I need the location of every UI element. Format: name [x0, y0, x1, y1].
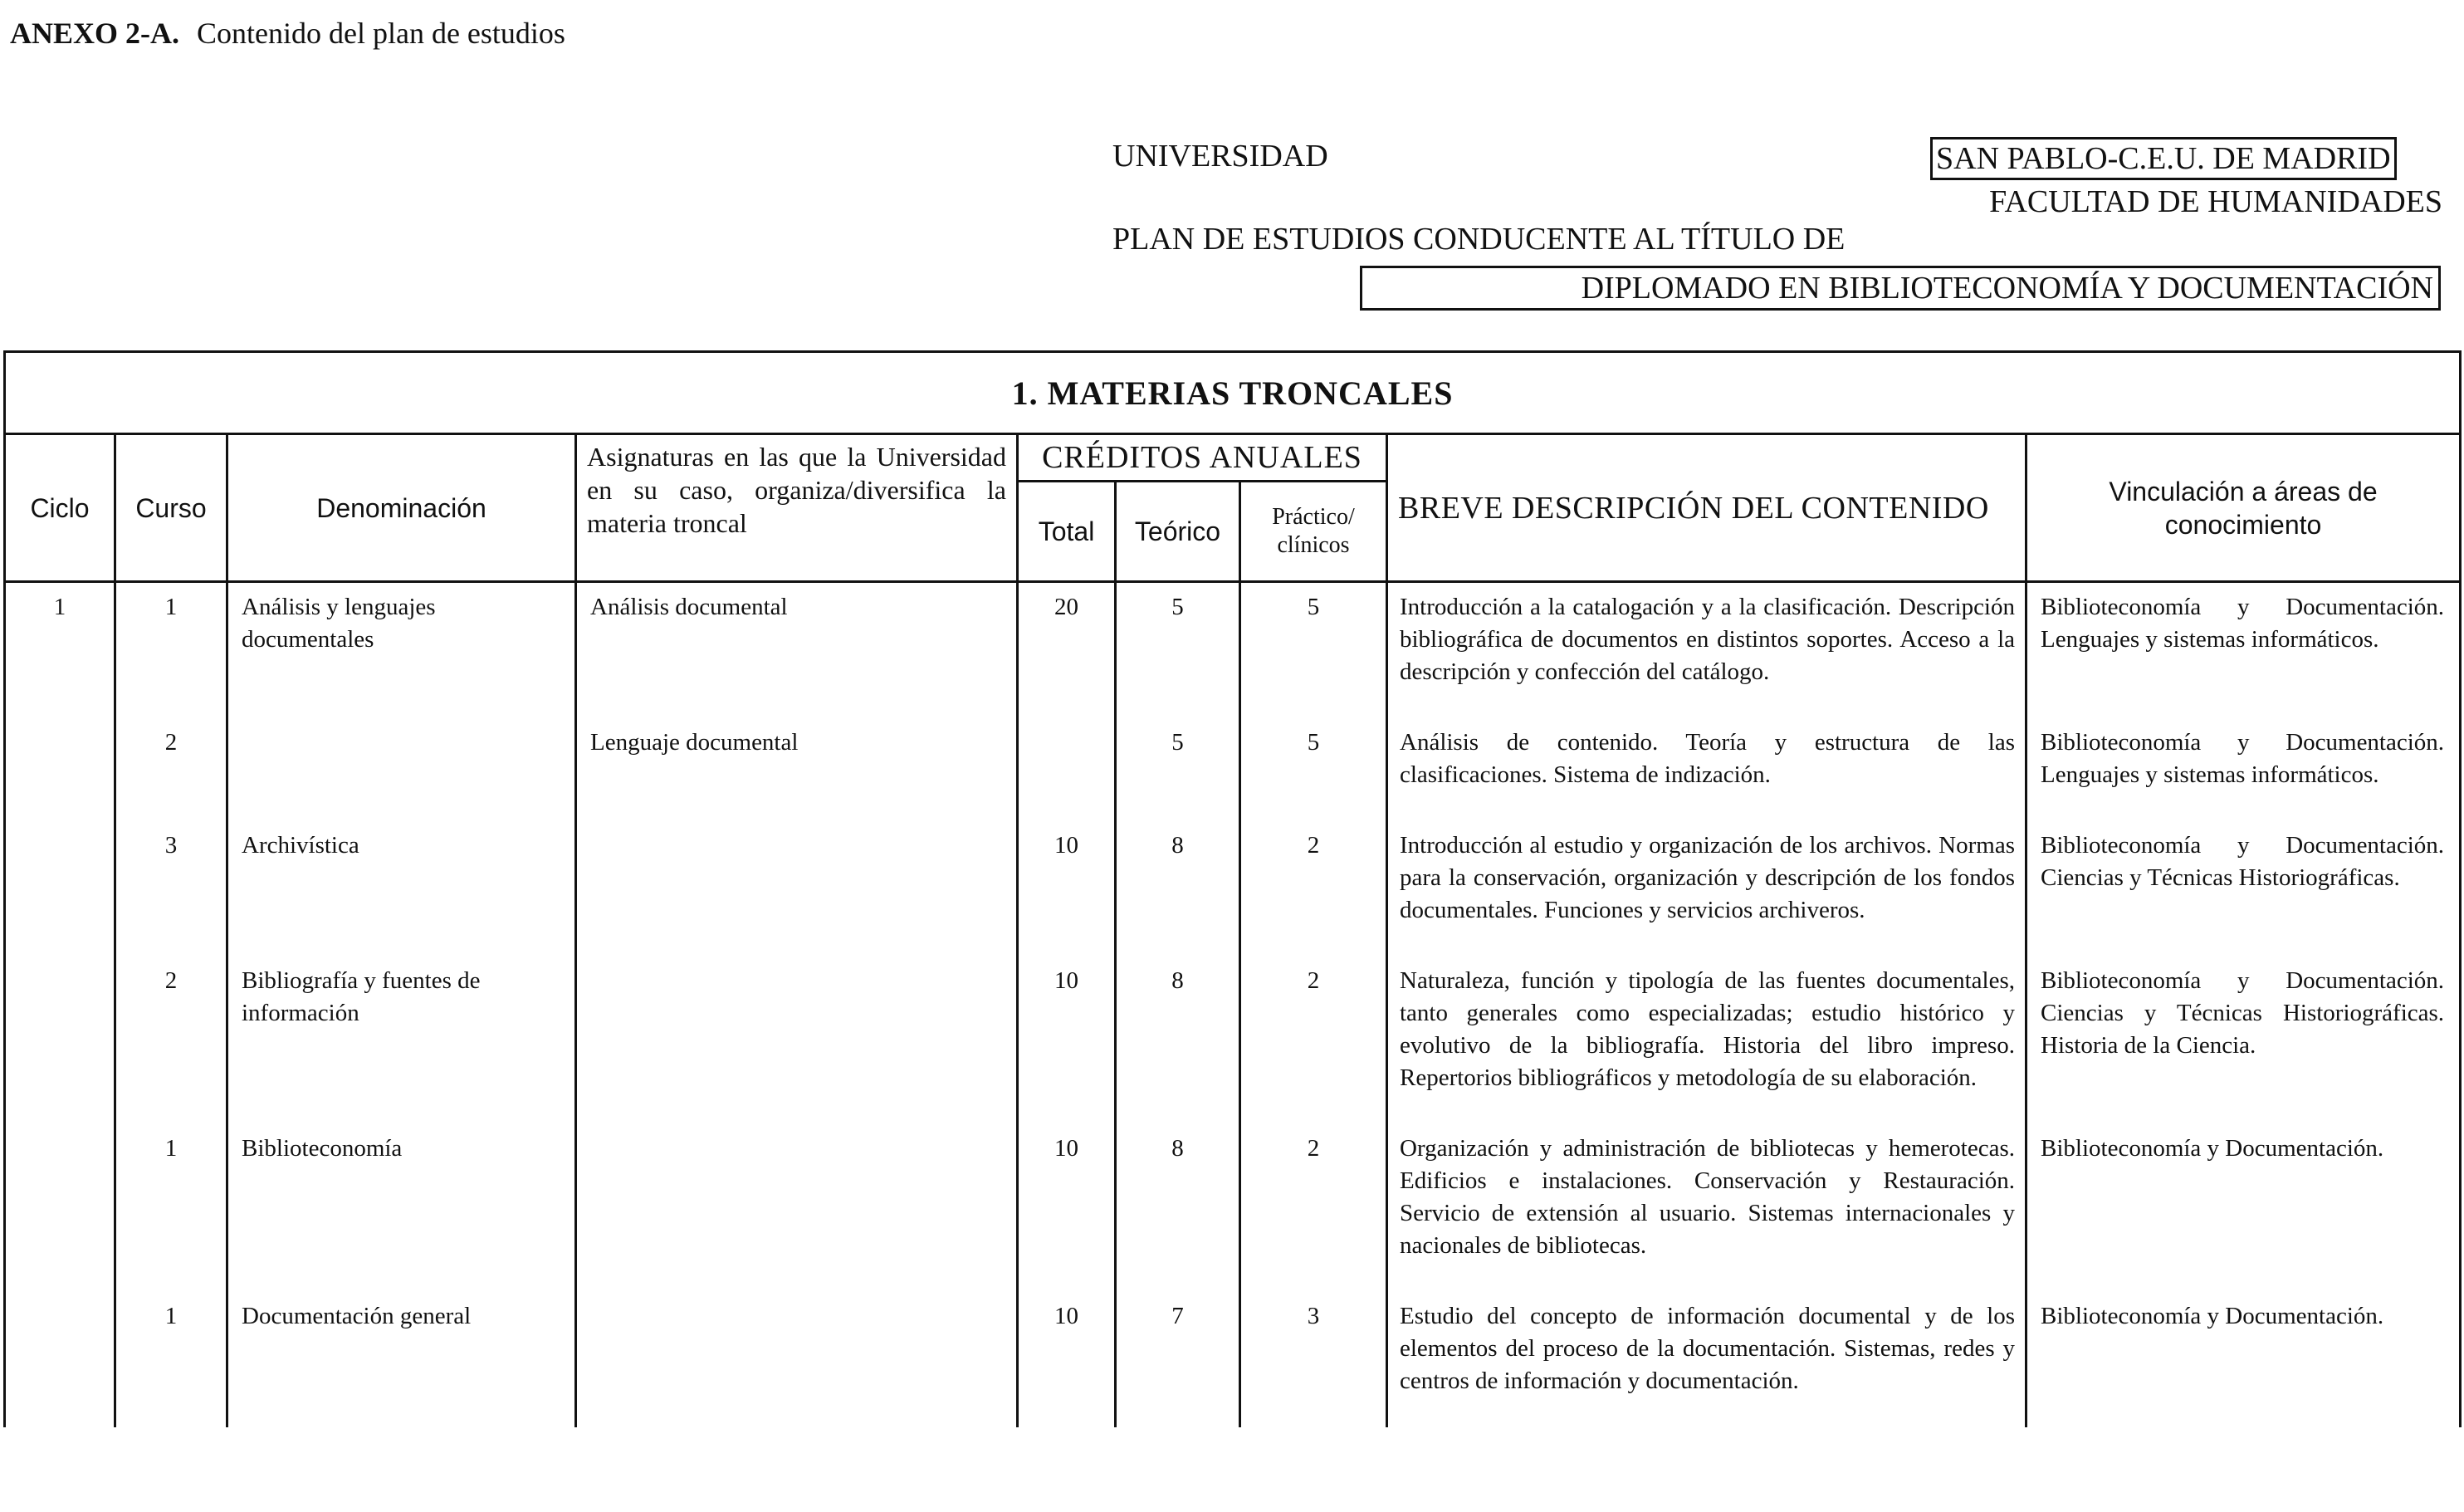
header-creditos-anuales: CRÉDITOS ANUALES: [1018, 434, 1387, 482]
table-row: [5, 1292, 2461, 1427]
cell-ciclo: [5, 821, 115, 957]
cell-curso: 2: [115, 957, 227, 1124]
cell-vinculacion: Biblioteconomía y Documentación. Lenguajes y sistemas informáticos.: [2026, 582, 2461, 719]
cell-ciclo: [5, 957, 115, 1124]
table-row: [5, 957, 2461, 1124]
cell-descripcion: Estudio del concepto de información documental y de los elementos del proceso de la documentación. Sistemas, redes y centros de información y documentación.: [1387, 1292, 2026, 1427]
table-row: [5, 582, 2461, 719]
cell-asignatura: Análisis documental: [576, 582, 1018, 719]
table-row: [5, 1124, 2461, 1292]
cell-total: 10: [1018, 821, 1116, 957]
subjects-table: [3, 350, 2462, 1427]
header-curso: Curso: [115, 434, 227, 582]
cell-curso: 1: [115, 1124, 227, 1292]
header-practico: Práctico/ clínicos: [1240, 482, 1387, 582]
cell-vinculacion: Biblioteconomía y Documentación. Ciencias y Técnicas Historiográficas. Historia de la Ciencia.: [2026, 957, 2461, 1124]
cell-vinculacion: Biblioteconomía y Documentación.: [2026, 1292, 2461, 1427]
university-label: UNIVERSIDAD: [1112, 139, 1328, 174]
cell-descripcion: Análisis de contenido. Teoría y estructura de las clasificaciones. Sistema de indización.: [1387, 718, 2026, 821]
cell-curso: 2: [115, 718, 227, 821]
cell-ciclo: [5, 1292, 115, 1427]
cell-asignatura: [576, 1124, 1018, 1292]
cell-asignatura: [576, 1292, 1018, 1427]
header-descripcion: BREVE DESCRIPCIÓN DEL CONTENIDO: [1387, 434, 2026, 582]
cell-asignatura: Lenguaje documental: [576, 718, 1018, 821]
cell-teorico: 8: [1116, 1124, 1240, 1292]
cell-total: 10: [1018, 1124, 1116, 1292]
annex-label: ANEXO 2-A.: [10, 17, 179, 50]
cell-vinculacion: Biblioteconomía y Documentación.: [2026, 1124, 2461, 1292]
cell-denominacion: Análisis y lenguajes documentales: [227, 582, 576, 719]
degree-title-box: DIPLOMADO EN BIBLIOTECONOMÍA Y DOCUMENTACIÓN: [1360, 266, 2441, 311]
cell-total: 10: [1018, 1292, 1116, 1427]
cell-teorico: 7: [1116, 1292, 1240, 1427]
cell-total: [1018, 718, 1116, 821]
cell-practico: 5: [1240, 582, 1387, 719]
header-teorico: Teórico: [1116, 482, 1240, 582]
cell-denominacion: Documentación general: [227, 1292, 576, 1427]
header-asignaturas: Asignaturas en las que la Universidad en su caso, organiza/diversifica la materia troncal: [576, 434, 1018, 582]
cell-curso: 1: [115, 582, 227, 719]
cell-curso: 3: [115, 821, 227, 957]
plan-label: PLAN DE ESTUDIOS CONDUCENTE AL TÍTULO DE: [1112, 222, 1846, 257]
cell-ciclo: [5, 718, 115, 821]
table-row: [5, 821, 2461, 957]
cell-teorico: 8: [1116, 821, 1240, 957]
cell-denominacion: Archivística: [227, 821, 576, 957]
cell-curso: 1: [115, 1292, 227, 1427]
cell-descripcion: Introducción a la catalogación y a la clasificación. Descripción bibliográfica de documentos en distintos soportes. Acceso a la descripción y confección del catálogo.: [1387, 582, 2026, 719]
cell-asignatura: [576, 821, 1018, 957]
cell-descripcion: Naturaleza, función y tipología de las fuentes documentales, tanto generales como especializadas; estudio histórico y evolutivo de la bibliografía. Historia del libro impreso. Repertorios bibliográficos y metodología de su elaboración.: [1387, 957, 2026, 1124]
cell-asignatura: [576, 957, 1018, 1124]
cell-total: 10: [1018, 957, 1116, 1124]
cell-practico: 2: [1240, 821, 1387, 957]
cell-teorico: 5: [1116, 718, 1240, 821]
cell-descripcion: Organización y administración de bibliotecas y hemerotecas. Edificios e instalaciones. Conservación y Restauración. Servicio de extensión al usuario. Sistemas internacionales y nacionales de bibliotecas.: [1387, 1124, 2026, 1292]
cell-practico: 2: [1240, 1124, 1387, 1292]
cell-teorico: 8: [1116, 957, 1240, 1124]
university-name-box: SAN PABLO-C.E.U. DE MADRID: [1930, 137, 2397, 180]
cell-denominacion: Bibliografía y fuentes de información: [227, 957, 576, 1124]
header-ciclo: Ciclo: [5, 434, 115, 582]
header-denominacion: Denominación: [227, 434, 576, 582]
cell-vinculacion: Biblioteconomía y Documentación. Lenguajes y sistemas informáticos.: [2026, 718, 2461, 821]
cell-practico: 3: [1240, 1292, 1387, 1427]
cell-practico: 2: [1240, 957, 1387, 1124]
annex-title: Contenido del plan de estudios: [197, 17, 565, 50]
cell-descripcion: Introducción al estudio y organización de los archivos. Normas para la conservación, organización y descripción de los fondos documentales. Funciones y servicios archiveros.: [1387, 821, 2026, 957]
header-vinculacion: Vinculación a áreas de conocimiento: [2026, 434, 2461, 582]
cell-denominacion: [227, 718, 576, 821]
cell-denominacion: Biblioteconomía: [227, 1124, 576, 1292]
cell-total: 20: [1018, 582, 1116, 719]
cell-ciclo: 1: [5, 582, 115, 719]
cell-teorico: 5: [1116, 582, 1240, 719]
table-row: [5, 718, 2461, 821]
faculty-name: FACULTAD DE HUMANIDADES: [1989, 184, 2442, 219]
cell-vinculacion: Biblioteconomía y Documentación. Ciencias y Técnicas Historiográficas.: [2026, 821, 2461, 957]
annex-heading: [10, 15, 565, 51]
header-total: Total: [1018, 482, 1116, 582]
cell-practico: 5: [1240, 718, 1387, 821]
table-title: 1. MATERIAS TRONCALES: [5, 352, 2461, 434]
cell-ciclo: [5, 1124, 115, 1292]
